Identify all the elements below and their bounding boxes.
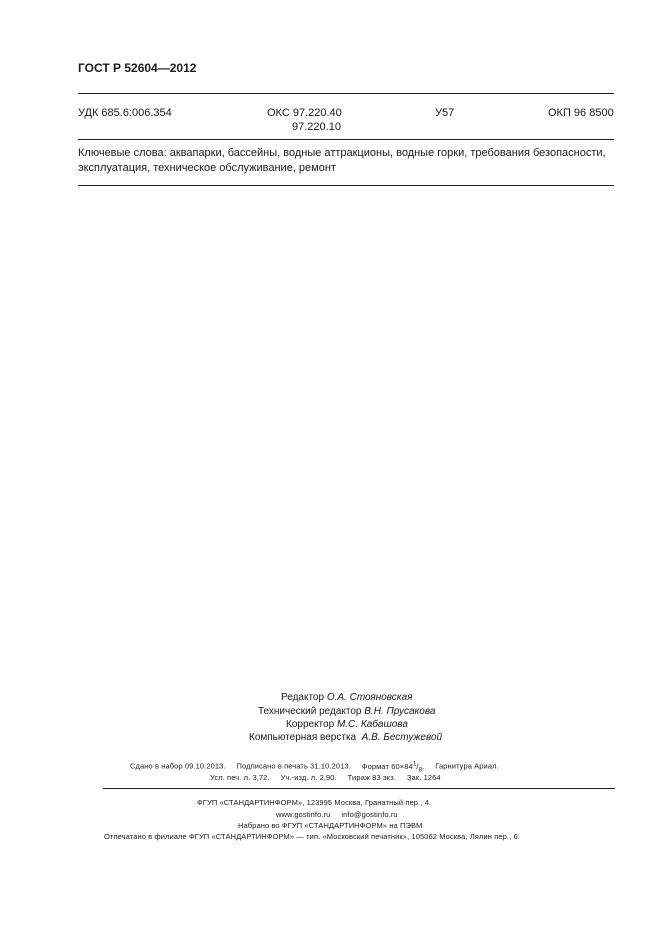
classification-divider bbox=[78, 139, 614, 140]
print-sheets: Усл. печ. л. 3,72. bbox=[210, 773, 270, 782]
printed-note: Отпечатано в филиале ФГУП «СТАНДАРТИНФОРМ» — тип. «Московский печатник», 105062 Москва, Лялин пер., 6. bbox=[104, 832, 520, 841]
corrector-credit bbox=[286, 719, 408, 730]
editor-credit bbox=[281, 692, 412, 703]
editor-label: Редактор bbox=[281, 692, 325, 703]
tech-editor-label: Технический редактор bbox=[258, 706, 362, 717]
tech-editor-name: В.Н. Прусакова bbox=[364, 706, 436, 717]
layout-name: А.В. Бестужевой bbox=[361, 732, 443, 743]
okp-code: ОКП 96 8500 bbox=[548, 107, 614, 119]
layout-label: Компьютерная верстка bbox=[249, 732, 357, 743]
imprint-divider bbox=[103, 788, 615, 789]
submitted-date: Сдано в набор 09.10.2013. bbox=[130, 761, 226, 771]
imprint-line-1 bbox=[130, 760, 499, 773]
print-run: Тираж 83 экз. bbox=[347, 773, 396, 782]
standard-number: ГОСТ Р 52604—2012 bbox=[78, 61, 197, 75]
keywords-block bbox=[78, 146, 618, 176]
keywords-line-1: Ключевые слова: аквапарки, бассейны, водные аттракционы, водные горки, требования безопасности, bbox=[78, 147, 606, 159]
oks-code: ОКС 97.220.40 bbox=[267, 107, 342, 119]
keywords-divider bbox=[78, 185, 614, 186]
publisher-email: info@gostinfo.ru bbox=[341, 810, 398, 819]
publisher-address: ФГУП «СТАНДАРТИНФОРМ», 123995 Москва, Гранатный пер., 4. bbox=[197, 798, 432, 807]
publication-sheets: Уч.-изд. л. 2,90. bbox=[280, 773, 337, 782]
u-code: У57 bbox=[435, 107, 455, 119]
corrector-name: М.С. Кабашова bbox=[336, 719, 408, 730]
typeset-note: Набрано во ФГУП «СТАНДАРТИНФОРМ» на ПЭВМ bbox=[238, 821, 423, 830]
layout-credit bbox=[249, 732, 442, 743]
tech-editor-credit bbox=[258, 706, 435, 717]
udk-code: УДК 685.6:006.354 bbox=[78, 107, 172, 119]
typeface: Гарнитура Ариал. bbox=[435, 761, 499, 771]
order-number: Зак. 1264 bbox=[406, 773, 441, 782]
publisher-contacts bbox=[276, 810, 398, 819]
paper-format: Формат $60\times 84^1/_8$. bbox=[361, 760, 425, 773]
corrector-label: Корректор bbox=[286, 719, 335, 730]
keywords-line-2: эксплуатация, техническое обслуживание, ремонт bbox=[78, 162, 336, 174]
publisher-website: www.gostinfo.ru bbox=[276, 810, 331, 819]
oks-code-2: 97.220.10 bbox=[292, 121, 341, 133]
signed-date: Подписано в печать 31.10.2013. bbox=[236, 761, 351, 771]
header-divider bbox=[78, 93, 614, 94]
editor-name: О.А. Стояновская bbox=[326, 692, 413, 703]
imprint-line-2 bbox=[210, 773, 441, 782]
